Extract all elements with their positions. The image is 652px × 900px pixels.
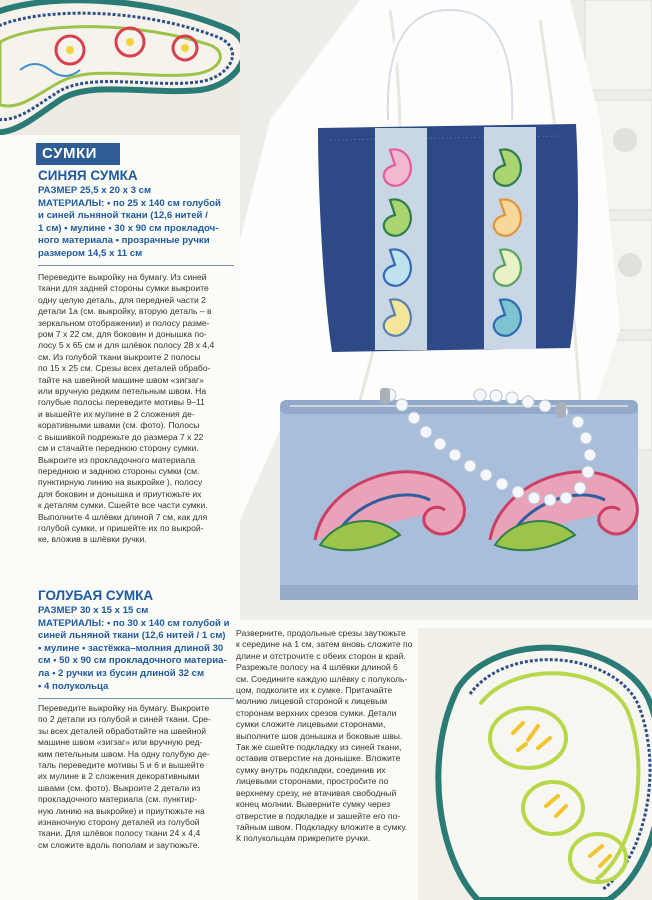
light-bag-section (38, 588, 234, 693)
text-line: по 15 х 25 см. Срезы всех деталей обрабо- (38, 363, 211, 374)
light-bag-title: ГОЛУБАЯ СУМКА (38, 588, 154, 603)
text-line: или вручную редким петельным швом. На (38, 386, 207, 397)
text-line: швами (см. фото). Выкроите 2 детали из (38, 782, 201, 793)
text-line: длине и отстрочите с обеих сторон в край. (236, 650, 406, 661)
text-line: лосу 5 х 65 см и для шлёвок полосу 28 х 4,4 (38, 340, 215, 351)
spec-line: и синей льняной ткани (12,6 нитей / (38, 210, 208, 222)
text-line: Переведите выкройку на бумагу. Из синей (38, 272, 207, 282)
text-line: прокладочного материала (см. пунктир- (38, 794, 198, 805)
spec-line: ла • 2 ручки из бусин длиной 32 см (38, 667, 205, 679)
spec-line: • 4 полукольца (38, 680, 109, 692)
text-line: тайте на швейной машине швом «зигзаг» (38, 374, 204, 385)
embroidery-top-photo (0, 0, 245, 135)
spec-line: ного материала • прозрачные ручки (38, 235, 210, 247)
text-line: их мулине в 2 сложения декоративными (38, 771, 200, 782)
spec-line: 1 см) • мулине • 30 х 90 см прокладоч- (38, 222, 219, 234)
text-line: Так же сшейте подкладку из синей ткани, (236, 742, 402, 753)
spec-line: РАЗМЕР 25,5 х 20 х 3 см (38, 185, 152, 196)
text-line: см и стачайте переднюю сторону сумки. (38, 443, 199, 454)
text-line: цом, подколите их к сумке. Притачайте (236, 685, 393, 696)
light-bag-specs (38, 605, 234, 693)
spec-line: МАТЕРИАЛЫ: • по 30 х 140 см голубой и (38, 617, 230, 629)
text-line: сумку внутрь подкладки, соединив их (236, 764, 386, 775)
blue-bag-specs (38, 185, 234, 261)
blue-bag-instructions (38, 272, 234, 546)
spec-line: • мулине • застёжка–молния длиной 30 (38, 642, 224, 654)
text-line: голубые полосы переведите мотивы 9–11 (38, 397, 205, 408)
spec-line: РАЗМЕР 30 х 15 х 15 см (38, 605, 149, 616)
text-line: оставив отверстие на донышке. Вложите (236, 753, 401, 764)
spec-line: см • 50 х 90 см прокладочного материа- (38, 655, 227, 667)
text-line: для боковин и донышка и приутюжьте их (38, 488, 202, 499)
text-line: к середине на 1 см, затем вновь сложите по (236, 639, 413, 650)
text-line: с вышивкой подрежьте до размера 7 х 22 (38, 431, 204, 442)
text-line: ке, вложив в шлёвки ручки. (38, 534, 147, 545)
text-line: сумки сложите лицевыми сторонами, (236, 719, 386, 730)
text-line: таль переведите мотивы 5 и 6 и вышейте (38, 760, 205, 771)
text-line: см. Соедините каждую шлёвку с полуколь- (236, 673, 408, 684)
text-line: и вышейте их мулине в 2 сложения де- (38, 408, 195, 419)
text-line: см сложите вдоль пополам и заутюжьте. (38, 839, 200, 850)
text-line: ким петельным швом. На одну голубую де- (38, 748, 210, 759)
text-line: Выполните 4 шлёвки длиной 7 см, как для (38, 511, 208, 522)
text-line: детали 1а (см. выкройку, вторую деталь – в (38, 306, 212, 317)
text-line: зы всех деталей обработайте на швейной (38, 725, 207, 736)
text-line: по 2 детали из голубой и синей ткани. Сре- (38, 714, 211, 725)
bags-photo (240, 0, 652, 620)
text-line: сторонам верхних срезов сумки. Детали (236, 707, 397, 718)
spec-line: размером 14,5 х 11 см (38, 247, 143, 259)
section-title: СУМКИ (36, 143, 120, 165)
text-line: зеркальном отображении) и полосу разме- (38, 317, 210, 328)
blue-bag-section (38, 168, 234, 261)
text-line: переднюю и заднюю стороны сумки (см. (38, 465, 200, 476)
text-line: голубой сумки, и пришейте их по выкрой- (38, 522, 204, 533)
light-bag-instructions-continued (236, 628, 416, 845)
text-line: изнаночную сторону деталей из голубой (38, 817, 200, 828)
text-line: отверстие в подкладке и зашейте его по- (236, 810, 401, 821)
text-line: К полукольцам прикрепите ручки. (236, 833, 371, 844)
spec-line: синей льняной ткани (12,6 нитей / 1 см) (38, 630, 226, 642)
text-line: конец молнии. Выверните сумку через (236, 799, 391, 810)
text-line: тайным швом. Подкладку вложите в сумку. (236, 821, 408, 832)
spec-line: МАТЕРИАЛЫ: • по 25 х 140 см голубой (38, 197, 221, 209)
blue-bag-title: СИНЯЯ СУМКА (38, 168, 138, 183)
text-line: Разрежьте полосу на 4 шлёвки длиной 6 (236, 662, 398, 673)
text-line: ткани для задней стороны сумки выкроите (38, 283, 209, 294)
text-line: одну целую деталь, для передней части 2 (38, 294, 206, 305)
text-line: выполните шов донышка и боковые швы. (236, 730, 403, 741)
text-line: пунктирную линию на выкройке ), полосу (38, 477, 203, 488)
text-line: см. Из голубой ткани выкроите 2 полосы (38, 351, 201, 362)
text-line: коративными швами (см. фото). Полосы (38, 420, 200, 431)
text-line: Разверните, продольные срезы заутюжьте (236, 628, 406, 638)
text-line: Переведите выкройку на бумагу. Выкроите (38, 703, 210, 713)
divider (38, 698, 234, 699)
text-line: машине швом «зигзаг» или вручную ред- (38, 737, 203, 748)
light-bag-instructions (38, 703, 234, 851)
divider (38, 265, 234, 266)
text-line: лицевыми сторонами, простроčите по (236, 776, 389, 787)
embroidery-bottom-photo (418, 628, 652, 900)
text-line: верхнему срезу, не втачивая свободный (236, 787, 397, 798)
text-line: к деталям сумки. Сшейте все части сумки. (38, 500, 208, 511)
text-line: ром 7 х 22 см, для боковин и донышка по- (38, 329, 207, 340)
text-line: ную линию на выкройке) и приутюжьте на (38, 805, 205, 816)
text-line: молнию лицевой стороной к лицевым (236, 696, 388, 707)
text-line: ткани. Для шлёвок полосу ткани 24 х 4,4 (38, 828, 201, 839)
text-line: Выкроите из прокладочного материала (38, 454, 196, 465)
